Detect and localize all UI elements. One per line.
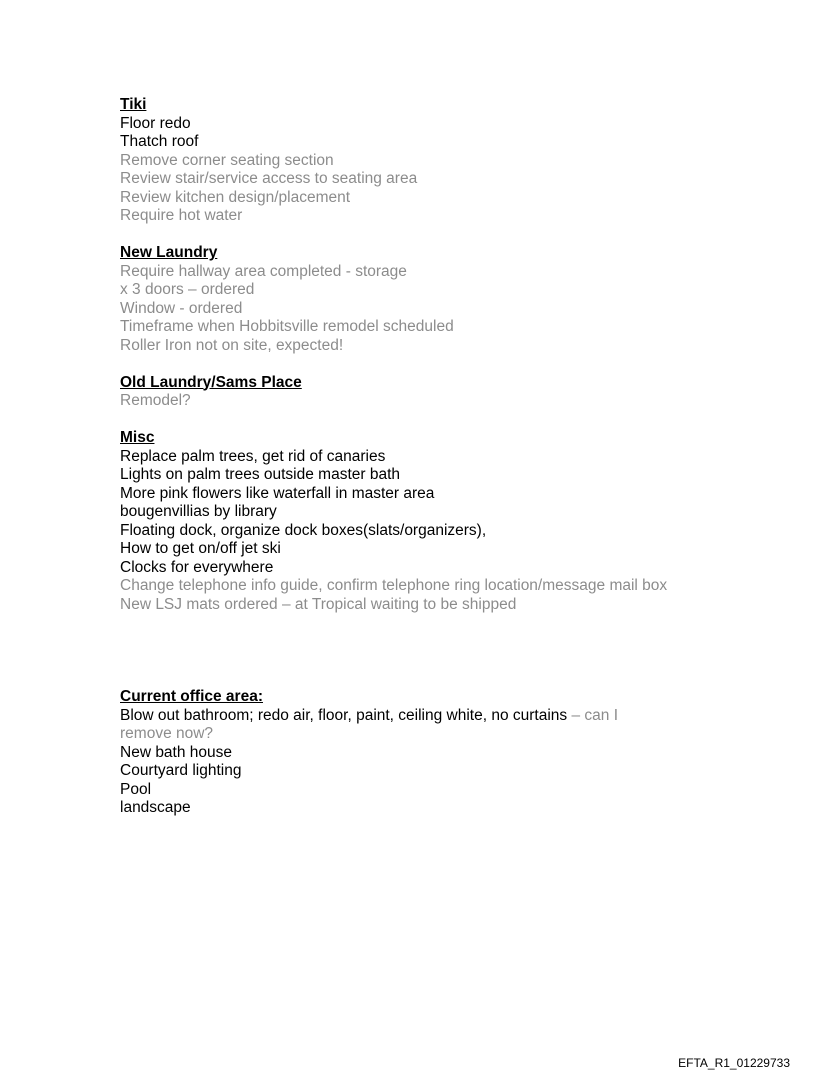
list-item: Replace palm trees, get rid of canaries bbox=[120, 447, 386, 465]
list-item: Change telephone info guide, confirm telephone ring location/message mail box bbox=[120, 577, 668, 594]
spacer bbox=[120, 355, 760, 374]
list-item: Lights on palm trees outside master bath bbox=[120, 466, 401, 483]
spacer bbox=[120, 614, 760, 688]
list-item: Floating dock, organize dock boxes(slats/organizers), bbox=[120, 521, 487, 539]
list-item: Clocks for everywhere bbox=[120, 558, 274, 576]
list-item: Review stair/service access to seating area bbox=[120, 170, 418, 187]
section-new-laundry bbox=[120, 244, 760, 355]
list-item: Remove corner seating section bbox=[120, 151, 334, 169]
spacer bbox=[120, 226, 760, 245]
list-item: New bath house bbox=[120, 743, 233, 761]
list-item bbox=[120, 707, 760, 726]
list-item: Courtyard lighting bbox=[120, 762, 242, 779]
list-item: x 3 doors – ordered bbox=[120, 281, 255, 298]
section-heading-new-laundry: New Laundry bbox=[120, 244, 218, 261]
section-heading-tiki: Tiki bbox=[120, 96, 147, 113]
list-item: Require hot water bbox=[120, 207, 243, 224]
list-item-note-continued: remove now? bbox=[120, 725, 214, 742]
list-item: landscape bbox=[120, 799, 191, 816]
section-heading-misc: Misc bbox=[120, 429, 155, 446]
list-item: How to get on/off jet ski bbox=[120, 540, 281, 557]
list-item: Roller Iron not on site, expected! bbox=[120, 336, 344, 354]
list-item: Floor redo bbox=[120, 114, 191, 132]
list-item: Thatch roof bbox=[120, 133, 199, 150]
document-id: EFTA_R1_01229733 bbox=[678, 1056, 790, 1070]
list-item: Window - ordered bbox=[120, 299, 243, 317]
document-page bbox=[120, 96, 760, 818]
list-item: Require hallway area completed - storage bbox=[120, 262, 407, 280]
list-item-note: – can I bbox=[567, 706, 619, 724]
spacer bbox=[120, 411, 760, 430]
section-old-laundry bbox=[120, 374, 760, 411]
list-item: Timeframe when Hobbitsville remodel scheduled bbox=[120, 318, 454, 335]
section-heading-old-laundry: Old Laundry/Sams Place bbox=[120, 373, 302, 391]
list-item: New LSJ mats ordered – at Tropical waiting to be shipped bbox=[120, 595, 517, 613]
list-item: Review kitchen design/placement bbox=[120, 188, 351, 206]
section-heading-current-office: Current office area: bbox=[120, 688, 263, 705]
list-item: bougenvillias by library bbox=[120, 503, 277, 520]
section-tiki bbox=[120, 96, 760, 226]
list-item: Pool bbox=[120, 780, 152, 798]
list-item: Remodel? bbox=[120, 392, 191, 409]
list-item: More pink flowers like waterfall in master area bbox=[120, 484, 435, 502]
list-item-text: Blow out bathroom; redo air, floor, paint, ceiling white, no curtains bbox=[120, 706, 568, 724]
section-misc bbox=[120, 429, 760, 614]
section-current-office bbox=[120, 688, 760, 818]
